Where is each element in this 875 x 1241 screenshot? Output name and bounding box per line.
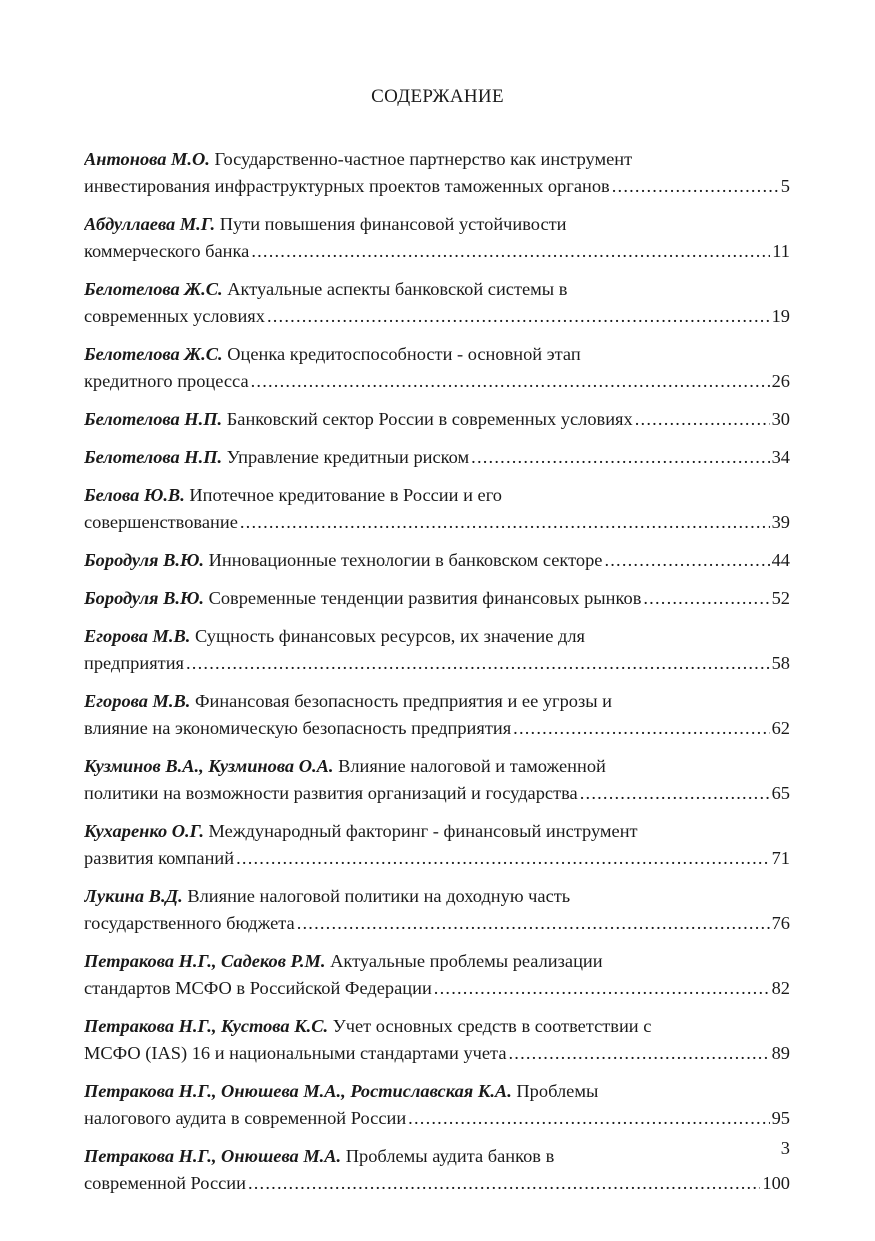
- toc-entry[interactable]: [84, 948, 790, 1002]
- dot-leader: [251, 238, 770, 265]
- toc-entry-line: [84, 482, 790, 509]
- dot-leader: [513, 715, 769, 742]
- toc-entry-line: [84, 368, 790, 395]
- dot-leader: [297, 910, 770, 937]
- toc-entry[interactable]: [84, 883, 790, 937]
- toc-title: Современные тенденции развития финансовых рынков: [208, 588, 642, 608]
- toc-entry-line: [84, 688, 790, 715]
- toc-title-continued: МСФО (IAS) 16 и национальными стандартами учета: [84, 1043, 507, 1063]
- toc-author: Бородуля В.Ю.: [84, 588, 204, 608]
- toc-page-number: 89: [771, 1043, 790, 1063]
- toc-title-continued: государственного бюджета: [84, 913, 295, 933]
- toc-entry-line: [84, 1078, 790, 1105]
- toc-entry[interactable]: [84, 1078, 790, 1132]
- toc-page-number: 44: [771, 550, 790, 570]
- toc-entry-line: [84, 341, 790, 368]
- toc-page-number: 39: [771, 512, 790, 532]
- toc-title: Банковский сектор России в современных условиях: [226, 409, 633, 429]
- toc-entry[interactable]: [84, 1143, 790, 1197]
- toc-entry[interactable]: [84, 341, 790, 395]
- toc-author: Егорова М.В.: [84, 626, 191, 646]
- toc-entry[interactable]: [84, 1013, 790, 1067]
- toc-title-continued: развития компаний: [84, 848, 235, 868]
- toc-page-number: 52: [771, 588, 790, 608]
- toc-title-continued: влияние на экономическую безопасность предприятия: [84, 718, 512, 738]
- toc-entry-text: [84, 756, 606, 776]
- toc-author: Антонова М.О.: [84, 149, 210, 169]
- toc-title-continued: политики на возможности развития организаций и государства: [84, 783, 578, 803]
- dot-leader: [240, 509, 770, 536]
- toc-title: Актуальные аспекты банковской системы в: [227, 279, 568, 299]
- toc-entry-line: [84, 948, 790, 975]
- toc-page-number: 26: [771, 371, 790, 391]
- toc-entry-text: [84, 344, 581, 364]
- toc-title: Сущность финансовых ресурсов, их значение для: [194, 626, 585, 646]
- dot-leader: [248, 1170, 760, 1197]
- toc-author: Кухаренко О.Г.: [84, 821, 204, 841]
- toc-author: Абдуллаева М.Г.: [84, 214, 216, 234]
- toc-title: Пути повышения финансовой устойчивости: [219, 214, 567, 234]
- toc-page-number: 5: [780, 176, 790, 196]
- dot-leader: [267, 303, 770, 330]
- toc-entry-line: [84, 1143, 790, 1170]
- toc-title-continued: налогового аудита в современной России: [84, 1108, 407, 1128]
- toc-title: Ипотечное кредитование в России и его: [189, 485, 502, 505]
- toc-entry-line: [84, 146, 790, 173]
- toc-entry-line: [84, 276, 790, 303]
- toc-entry[interactable]: [84, 753, 790, 807]
- toc-title: Учет основных средств в соответствии с: [332, 1016, 652, 1036]
- toc-entry-text: [84, 691, 612, 711]
- toc-entry-line: [84, 975, 790, 1002]
- toc-entry-text: [84, 1016, 651, 1036]
- toc-entry-text: [84, 547, 602, 574]
- toc-page-number: 65: [771, 783, 790, 803]
- toc-entry-line: [84, 444, 790, 471]
- toc-entry-line: [84, 303, 790, 330]
- toc-entry[interactable]: [84, 444, 790, 471]
- toc-page-number: 30: [771, 409, 790, 429]
- toc-entry[interactable]: [84, 482, 790, 536]
- dot-leader: [643, 585, 769, 612]
- toc-entry-line: [84, 650, 790, 677]
- toc-entry-line: [84, 585, 790, 612]
- toc-entry[interactable]: [84, 547, 790, 574]
- toc-author: Белотелова Ж.С.: [84, 279, 223, 299]
- toc-author: Белотелова Ж.С.: [84, 344, 223, 364]
- dot-leader: [580, 780, 770, 807]
- toc-title: Проблемы аудита банков в: [345, 1146, 555, 1166]
- toc-entry-text: [84, 821, 638, 841]
- toc-entry-line: [84, 173, 790, 200]
- toc-entry[interactable]: [84, 585, 790, 612]
- toc-entry-text: [84, 444, 469, 471]
- toc-author: Белова Ю.В.: [84, 485, 185, 505]
- toc-title-continued: кредитного процесса: [84, 371, 249, 391]
- toc-page-number: 82: [771, 978, 790, 998]
- toc-entry[interactable]: [84, 211, 790, 265]
- toc-title-continued: современной России: [84, 1173, 246, 1193]
- toc-page-number: 34: [771, 447, 790, 467]
- toc-entry-text: [84, 1146, 554, 1166]
- dot-leader: [508, 1040, 769, 1067]
- toc-entry-text: [84, 279, 567, 299]
- toc-title: Финансовая безопасность предприятия и ее угрозы и: [194, 691, 613, 711]
- toc-entry-line: [84, 211, 790, 238]
- toc-title-continued: стандартов МСФО в Российской Федерации: [84, 978, 432, 998]
- toc-author: Белотелова Н.П.: [84, 447, 223, 467]
- toc-entry-text: [84, 626, 585, 646]
- toc-entry-text: [84, 406, 633, 433]
- page-number: 3: [780, 1138, 790, 1158]
- toc-page-number: 19: [771, 306, 790, 326]
- toc-author: Егорова М.В.: [84, 691, 191, 711]
- toc-page-number: 95: [771, 1108, 790, 1128]
- toc-title: Международный факторинг - финансовый инструмент: [208, 821, 638, 841]
- toc-page-number: 76: [771, 913, 790, 933]
- toc-entry-line: [84, 845, 790, 872]
- toc-entry-line: [84, 509, 790, 536]
- toc-entry[interactable]: [84, 276, 790, 330]
- toc-entry[interactable]: [84, 406, 790, 433]
- toc-entry-text: [84, 214, 567, 234]
- toc-entry-line: [84, 547, 790, 574]
- toc-title-continued: инвестирования инфраструктурных проектов таможенных органов: [84, 176, 610, 196]
- toc-entry-line: [84, 1170, 790, 1197]
- toc-title: Влияние налоговой политики на доходную часть: [187, 886, 571, 906]
- toc-entry-line: [84, 753, 790, 780]
- toc-title: Управление кредитныи риском: [226, 447, 470, 467]
- dot-leader: [434, 975, 770, 1002]
- dot-leader: [236, 845, 770, 872]
- toc-author: Петракова Н.Г., Онюшева М.А.: [84, 1146, 342, 1166]
- toc-entry-text: [84, 1081, 598, 1101]
- toc-entry-text: [84, 951, 603, 971]
- toc-title: Оценка кредитоспособности - основной этап: [227, 344, 581, 364]
- toc-page-number: 11: [772, 241, 790, 261]
- toc-title: Государственно-частное партнерство как инструмент: [214, 149, 633, 169]
- toc-entry-text: [84, 585, 641, 612]
- toc-author: Лукина В.Д.: [84, 886, 183, 906]
- toc-entry-line: [84, 780, 790, 807]
- toc-author: Петракова Н.Г., Кустова К.С.: [84, 1016, 329, 1036]
- toc-entry-line: [84, 1040, 790, 1067]
- toc-entry-line: [84, 910, 790, 937]
- dot-leader: [251, 368, 770, 395]
- toc-page-number: 62: [771, 718, 790, 738]
- dot-leader: [604, 547, 769, 574]
- toc-entry-line: [84, 623, 790, 650]
- dot-leader: [408, 1105, 769, 1132]
- toc-entry-line: [84, 1105, 790, 1132]
- toc-entry-line: [84, 406, 790, 433]
- table-of-contents: [84, 146, 790, 1208]
- toc-entry-line: [84, 1013, 790, 1040]
- toc-entry-text: [84, 485, 502, 505]
- toc-author: Петракова Н.Г., Садеков Р.М.: [84, 951, 326, 971]
- toc-author: Бородуля В.Ю.: [84, 550, 204, 570]
- toc-entry-text: [84, 149, 632, 169]
- toc-entry-text: [84, 886, 570, 906]
- toc-entry[interactable]: [84, 688, 790, 742]
- toc-author: Петракова Н.Г., Онюшева М.А., Ростиславская К.А.: [84, 1081, 512, 1101]
- toc-entry[interactable]: [84, 818, 790, 872]
- toc-title: Актуальные проблемы реализации: [330, 951, 603, 971]
- toc-author: Белотелова Н.П.: [84, 409, 223, 429]
- dot-leader: [612, 173, 779, 200]
- toc-entry-line: [84, 818, 790, 845]
- toc-entry[interactable]: [84, 623, 790, 677]
- toc-entry-line: [84, 238, 790, 265]
- toc-title: Проблемы: [516, 1081, 599, 1101]
- toc-entry[interactable]: [84, 146, 790, 200]
- toc-title: Влияние налоговой и таможенной: [338, 756, 606, 776]
- toc-title-continued: совершенствование: [84, 512, 238, 532]
- toc-entry-line: [84, 715, 790, 742]
- toc-author: Кузминов В.А., Кузминова О.А.: [84, 756, 334, 776]
- toc-title-continued: современных условиях: [84, 306, 265, 326]
- toc-page-number: 100: [762, 1173, 790, 1193]
- toc-title-continued: предприятия: [84, 653, 184, 673]
- toc-title-continued: коммерческого банка: [84, 241, 250, 261]
- dot-leader: [471, 444, 769, 471]
- toc-entry-line: [84, 883, 790, 910]
- toc-page-number: 58: [771, 653, 790, 673]
- page-title: СОДЕРЖАНИЕ: [371, 86, 504, 107]
- toc-title: Инновационные технологии в банковском секторе: [208, 550, 603, 570]
- dot-leader: [186, 650, 770, 677]
- dot-leader: [635, 406, 770, 433]
- toc-page-number: 71: [771, 848, 790, 868]
